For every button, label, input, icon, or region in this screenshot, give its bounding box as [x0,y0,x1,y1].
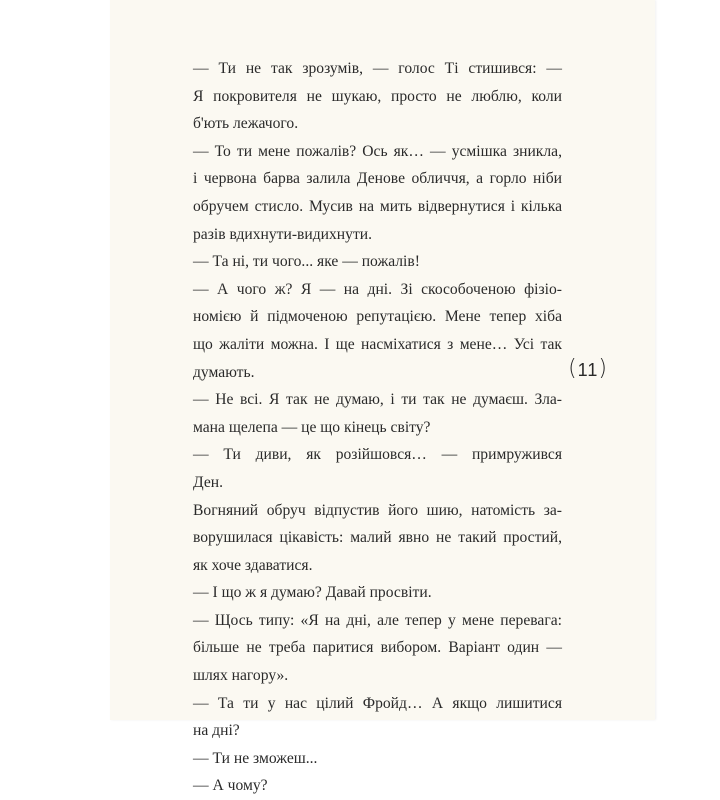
text-line: — То ти мене пожалів? Ось як… — усмішка зникла, [193,142,562,160]
text-line: ворушилася цікавість: малий явно не такий простий, [193,529,562,547]
paragraph [175,138,562,248]
paragraph [175,276,562,386]
page-number-open-paren: ( [568,356,578,381]
paragraph [175,690,562,745]
book-page [110,0,655,795]
text-line: — Та ні, ти чого... яке — пожалів! [193,253,420,271]
text-line: — Не всі. Я так не думаю, і ти так не думаєш. Зла- [193,391,562,409]
text-line: номією й підмоченою репутацією. Мене тепер хіба [193,308,562,326]
text-line: — Щось типу: «Я на дні, але тепер у мене перевага: [193,611,562,629]
text-line: — А чого ж? Я — на дні. Зі скособоченою фізіо- [193,280,562,298]
paragraph [175,579,562,607]
text-line: і червона барва залила Денове обличчя, а горло ніби [193,170,562,188]
text-line: що жаліти можна. І ще насміхатися з мене… Усі так [193,335,562,353]
text-line: на дні? [193,722,240,740]
text-line: разів вдихнути-видихнути. [193,225,373,243]
text-line: — А чому? [193,777,268,795]
paragraph [175,607,562,690]
text-line: більше не треба паритися вибором. Варіант один — [193,639,562,657]
text-line: б'ють лежачого. [193,115,299,133]
page-number-value: 11 [577,360,599,380]
text-line: Вогняний обруч відпустив його шию, натомість за- [193,501,562,519]
page-body-text [175,55,562,800]
paragraph [175,55,562,138]
paragraph [175,772,562,800]
text-line: — Ти не так зрозумів, — голос Ті стишився: — [193,60,562,77]
text-line: обручем стисло. Мусив на мить відвернутися і кілька [193,197,562,215]
paragraph [175,248,562,276]
text-line: Я покровителя не шукаю, просто не люблю, коли [193,87,562,105]
text-line: як хоче здаватися. [193,556,313,574]
page-number-close-paren: ) [598,356,608,381]
paragraph [175,497,562,580]
text-line: — І що ж я думаю? Давай просвіти. [193,584,432,602]
paragraph [175,441,562,496]
text-line: мана щелепа — це що кінець світу? [193,418,431,436]
text-line: шлях нагору». [193,667,289,685]
page-number [566,355,610,385]
text-line: Ден. [193,473,223,491]
paragraph [175,745,562,773]
text-line: — Та ти у нас цілий Фройд… А якщо лишитися [193,694,562,712]
text-line: — Ти не зможеш... [193,749,318,767]
text-line: думають. [193,363,255,381]
text-line: — Ти диви, як розійшовся… — примружився [193,446,562,464]
paragraph [175,386,562,441]
